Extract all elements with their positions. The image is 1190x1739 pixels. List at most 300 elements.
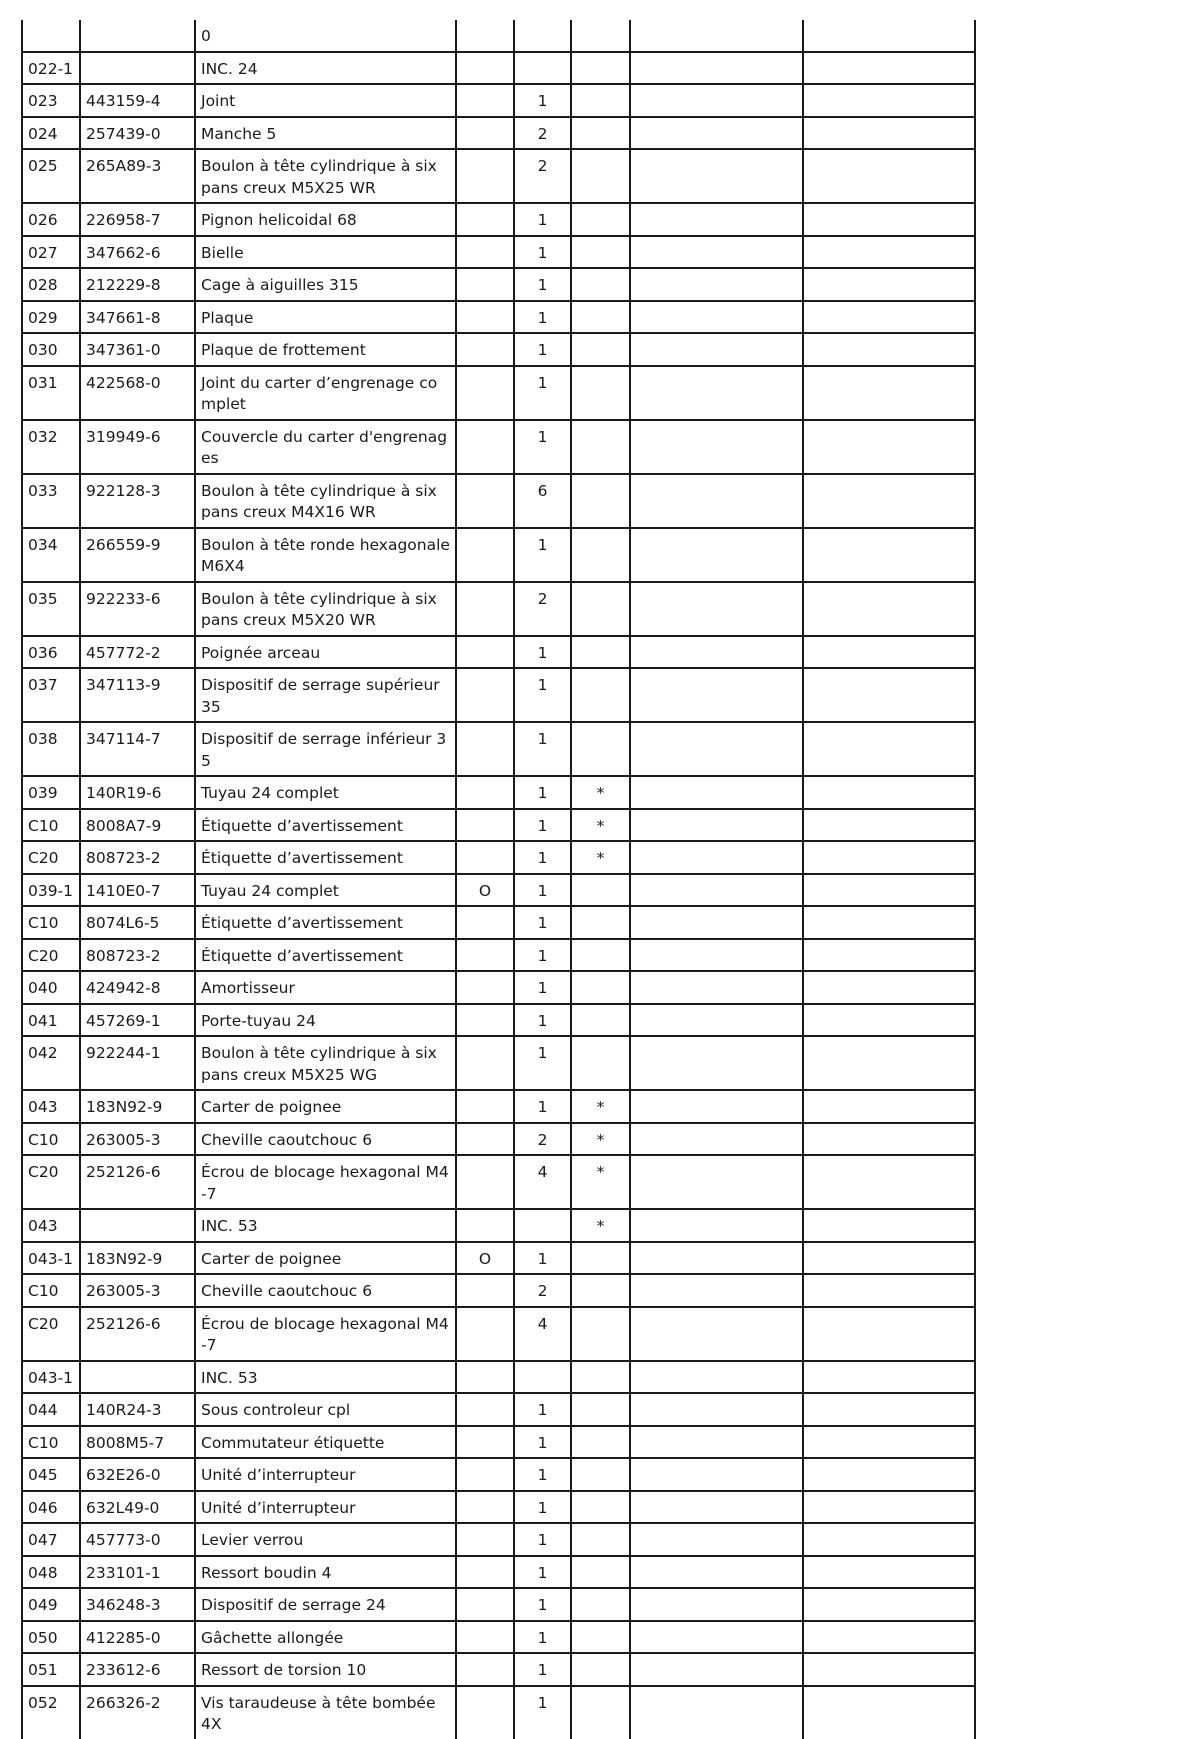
quantity-cell: 1 xyxy=(514,809,571,842)
empty-cell xyxy=(630,841,803,874)
empty-cell xyxy=(630,1653,803,1686)
quantity-cell: 1 xyxy=(514,1556,571,1589)
note-mark-cell xyxy=(571,1556,630,1589)
empty-cell xyxy=(803,1123,975,1156)
empty-cell xyxy=(803,149,975,203)
empty-cell xyxy=(803,236,975,269)
item-number-cell: C20 xyxy=(22,1155,80,1209)
item-number-cell: 049 xyxy=(22,1588,80,1621)
option-cell xyxy=(456,301,514,334)
note-mark-cell: * xyxy=(571,809,630,842)
item-number-cell: 027 xyxy=(22,236,80,269)
empty-cell xyxy=(630,149,803,203)
item-number-cell: 025 xyxy=(22,149,80,203)
empty-cell xyxy=(803,20,975,52)
option-cell xyxy=(456,203,514,236)
table-row xyxy=(22,1621,975,1654)
empty-cell xyxy=(803,1556,975,1589)
description-cell: Joint du carter d’engrenage complet xyxy=(195,366,456,420)
table-row xyxy=(22,1588,975,1621)
option-cell xyxy=(456,1036,514,1090)
description-cell: Unité d’interrupteur xyxy=(195,1458,456,1491)
empty-cell xyxy=(803,1621,975,1654)
table-row xyxy=(22,1155,975,1209)
option-cell xyxy=(456,420,514,474)
empty-cell xyxy=(803,971,975,1004)
item-number-cell: 052 xyxy=(22,1686,80,1739)
empty-cell xyxy=(630,1274,803,1307)
note-mark-cell xyxy=(571,117,630,150)
table-row xyxy=(22,906,975,939)
description-cell: Plaque xyxy=(195,301,456,334)
empty-cell xyxy=(630,1361,803,1394)
option-cell xyxy=(456,1123,514,1156)
empty-cell xyxy=(803,117,975,150)
empty-cell xyxy=(630,1090,803,1123)
table-row xyxy=(22,420,975,474)
empty-cell xyxy=(630,236,803,269)
item-number-cell: 044 xyxy=(22,1393,80,1426)
empty-cell xyxy=(803,906,975,939)
table-row xyxy=(22,636,975,669)
table-row xyxy=(22,301,975,334)
empty-cell xyxy=(630,1458,803,1491)
quantity-cell: 2 xyxy=(514,1274,571,1307)
empty-cell xyxy=(630,1209,803,1242)
quantity-cell: 1 xyxy=(514,1458,571,1491)
empty-cell xyxy=(630,117,803,150)
description-cell: Ressort de torsion 10 xyxy=(195,1653,456,1686)
option-cell xyxy=(456,1155,514,1209)
option-cell xyxy=(456,809,514,842)
item-number-cell: 035 xyxy=(22,582,80,636)
description-cell: Cheville caoutchouc 6 xyxy=(195,1123,456,1156)
option-cell xyxy=(456,636,514,669)
description-cell: Couvercle du carter d'engrenages xyxy=(195,420,456,474)
description-cell: Amortisseur xyxy=(195,971,456,1004)
part-code-cell: 347661-8 xyxy=(80,301,195,334)
table-row xyxy=(22,528,975,582)
empty-cell xyxy=(630,1621,803,1654)
note-mark-cell xyxy=(571,1307,630,1361)
empty-cell xyxy=(630,776,803,809)
empty-cell xyxy=(630,971,803,1004)
option-cell xyxy=(456,52,514,85)
part-code-cell: 346248-3 xyxy=(80,1588,195,1621)
option-cell xyxy=(456,1621,514,1654)
option-cell xyxy=(456,474,514,528)
empty-cell xyxy=(630,1588,803,1621)
empty-cell xyxy=(630,1426,803,1459)
part-code-cell xyxy=(80,20,195,52)
empty-cell xyxy=(803,668,975,722)
item-number-cell: 046 xyxy=(22,1491,80,1524)
note-mark-cell xyxy=(571,1004,630,1037)
empty-cell xyxy=(803,722,975,776)
option-cell xyxy=(456,1426,514,1459)
quantity-cell: 1 xyxy=(514,874,571,907)
option-cell xyxy=(456,939,514,972)
part-code-cell: 263005-3 xyxy=(80,1123,195,1156)
empty-cell xyxy=(630,333,803,366)
table-row xyxy=(22,1361,975,1394)
quantity-cell: 6 xyxy=(514,474,571,528)
table-row xyxy=(22,1556,975,1589)
quantity-cell xyxy=(514,1361,571,1394)
empty-cell xyxy=(803,582,975,636)
note-mark-cell: * xyxy=(571,841,630,874)
empty-cell xyxy=(630,722,803,776)
quantity-cell: 1 xyxy=(514,236,571,269)
option-cell xyxy=(456,582,514,636)
option-cell xyxy=(456,971,514,1004)
description-cell: Dispositif de serrage supérieur 35 xyxy=(195,668,456,722)
table-row xyxy=(22,474,975,528)
item-number-cell: 039-1 xyxy=(22,874,80,907)
empty-cell xyxy=(630,1686,803,1739)
description-cell: Carter de poignee xyxy=(195,1242,456,1275)
table-row xyxy=(22,236,975,269)
empty-cell xyxy=(803,268,975,301)
item-number-cell xyxy=(22,20,80,52)
part-code-cell: 8008M5-7 xyxy=(80,1426,195,1459)
table-row xyxy=(22,84,975,117)
part-code-cell: 808723-2 xyxy=(80,841,195,874)
empty-cell xyxy=(630,582,803,636)
part-code-cell: 443159-4 xyxy=(80,84,195,117)
table-row xyxy=(22,1090,975,1123)
part-code-cell: 632E26-0 xyxy=(80,1458,195,1491)
quantity-cell: 1 xyxy=(514,366,571,420)
empty-cell xyxy=(803,841,975,874)
description-cell: Poignée arceau xyxy=(195,636,456,669)
quantity-cell xyxy=(514,52,571,85)
empty-cell xyxy=(803,366,975,420)
empty-cell xyxy=(630,906,803,939)
quantity-cell: 1 xyxy=(514,1242,571,1275)
empty-cell xyxy=(803,1686,975,1739)
empty-cell xyxy=(803,333,975,366)
part-code-cell: 226958-7 xyxy=(80,203,195,236)
table-row xyxy=(22,1274,975,1307)
empty-cell xyxy=(803,528,975,582)
option-cell xyxy=(456,528,514,582)
note-mark-cell xyxy=(571,1242,630,1275)
part-code-cell: 8074L6-5 xyxy=(80,906,195,939)
empty-cell xyxy=(803,301,975,334)
quantity-cell: 1 xyxy=(514,668,571,722)
table-row xyxy=(22,809,975,842)
part-code-cell: 183N92-9 xyxy=(80,1090,195,1123)
table-row xyxy=(22,1458,975,1491)
note-mark-cell xyxy=(571,366,630,420)
option-cell xyxy=(456,1209,514,1242)
item-number-cell: C20 xyxy=(22,841,80,874)
item-number-cell: 039 xyxy=(22,776,80,809)
quantity-cell: 1 xyxy=(514,939,571,972)
note-mark-cell xyxy=(571,1458,630,1491)
item-number-cell: 029 xyxy=(22,301,80,334)
note-mark-cell xyxy=(571,668,630,722)
description-cell: INC. 53 xyxy=(195,1209,456,1242)
quantity-cell: 2 xyxy=(514,149,571,203)
table-row xyxy=(22,149,975,203)
option-cell xyxy=(456,20,514,52)
table-row xyxy=(22,1123,975,1156)
option-cell xyxy=(456,1274,514,1307)
part-code-cell: 252126-6 xyxy=(80,1307,195,1361)
empty-cell xyxy=(630,1523,803,1556)
table-row xyxy=(22,1307,975,1361)
item-number-cell: 036 xyxy=(22,636,80,669)
description-cell: Ressort boudin 4 xyxy=(195,1556,456,1589)
empty-cell xyxy=(803,1588,975,1621)
note-mark-cell xyxy=(571,636,630,669)
table-row xyxy=(22,52,975,85)
item-number-cell: 028 xyxy=(22,268,80,301)
description-cell: Tuyau 24 complet xyxy=(195,776,456,809)
part-code-cell: 922128-3 xyxy=(80,474,195,528)
part-code-cell: 183N92-9 xyxy=(80,1242,195,1275)
item-number-cell: C20 xyxy=(22,939,80,972)
part-code-cell xyxy=(80,1209,195,1242)
quantity-cell: 1 xyxy=(514,333,571,366)
part-code-cell: 457773-0 xyxy=(80,1523,195,1556)
empty-cell xyxy=(630,301,803,334)
note-mark-cell: * xyxy=(571,1209,630,1242)
part-code-cell: 140R19-6 xyxy=(80,776,195,809)
option-cell xyxy=(456,1361,514,1394)
empty-cell xyxy=(803,203,975,236)
item-number-cell: 040 xyxy=(22,971,80,1004)
description-cell: Étiquette d’avertissement xyxy=(195,906,456,939)
note-mark-cell xyxy=(571,1274,630,1307)
option-cell xyxy=(456,841,514,874)
empty-cell xyxy=(630,1036,803,1090)
table-row xyxy=(22,874,975,907)
description-cell: Commutateur étiquette xyxy=(195,1426,456,1459)
empty-cell xyxy=(803,1393,975,1426)
option-cell xyxy=(456,722,514,776)
empty-cell xyxy=(630,1242,803,1275)
quantity-cell: 1 xyxy=(514,1393,571,1426)
table-row xyxy=(22,1036,975,1090)
table-row xyxy=(22,203,975,236)
table-row xyxy=(22,776,975,809)
option-cell xyxy=(456,668,514,722)
part-code-cell: 347361-0 xyxy=(80,333,195,366)
option-cell xyxy=(456,333,514,366)
table-row xyxy=(22,971,975,1004)
item-number-cell: 026 xyxy=(22,203,80,236)
description-cell: Boulon à tête ronde hexagonale M6X4 xyxy=(195,528,456,582)
quantity-cell: 1 xyxy=(514,268,571,301)
table-row xyxy=(22,1523,975,1556)
quantity-cell: 1 xyxy=(514,203,571,236)
quantity-cell: 1 xyxy=(514,1523,571,1556)
item-number-cell: C20 xyxy=(22,1307,80,1361)
empty-cell xyxy=(630,1307,803,1361)
item-number-cell: 043 xyxy=(22,1209,80,1242)
description-cell: Boulon à tête cylindrique à six pans creux M5X25 WR xyxy=(195,149,456,203)
description-cell: Plaque de frottement xyxy=(195,333,456,366)
description-cell: Levier verrou xyxy=(195,1523,456,1556)
description-cell: Étiquette d’avertissement xyxy=(195,939,456,972)
quantity-cell: 2 xyxy=(514,1123,571,1156)
note-mark-cell xyxy=(571,1361,630,1394)
quantity-cell: 1 xyxy=(514,1426,571,1459)
empty-cell xyxy=(803,1523,975,1556)
table-row xyxy=(22,1686,975,1739)
item-number-cell: C10 xyxy=(22,809,80,842)
note-mark-cell xyxy=(571,1036,630,1090)
quantity-cell: 2 xyxy=(514,117,571,150)
option-cell xyxy=(456,1090,514,1123)
quantity-cell: 1 xyxy=(514,722,571,776)
option-cell: O xyxy=(456,1242,514,1275)
quantity-cell: 1 xyxy=(514,1090,571,1123)
empty-cell xyxy=(630,939,803,972)
note-mark-cell xyxy=(571,1653,630,1686)
quantity-cell: 1 xyxy=(514,971,571,1004)
empty-cell xyxy=(630,474,803,528)
table-row xyxy=(22,1426,975,1459)
item-number-cell: C10 xyxy=(22,1274,80,1307)
empty-cell xyxy=(630,268,803,301)
note-mark-cell xyxy=(571,1588,630,1621)
item-number-cell: 022-1 xyxy=(22,52,80,85)
empty-cell xyxy=(630,52,803,85)
table-row xyxy=(22,582,975,636)
empty-cell xyxy=(803,1458,975,1491)
table-row xyxy=(22,1242,975,1275)
part-code-cell: 1410E0-7 xyxy=(80,874,195,907)
quantity-cell xyxy=(514,20,571,52)
option-cell xyxy=(456,1556,514,1589)
quantity-cell: 1 xyxy=(514,636,571,669)
description-cell: INC. 53 xyxy=(195,1361,456,1394)
table-row xyxy=(22,939,975,972)
note-mark-cell xyxy=(571,1426,630,1459)
item-number-cell: 048 xyxy=(22,1556,80,1589)
description-cell: Joint xyxy=(195,84,456,117)
empty-cell xyxy=(630,84,803,117)
empty-cell xyxy=(803,1307,975,1361)
quantity-cell: 1 xyxy=(514,420,571,474)
empty-cell xyxy=(630,528,803,582)
part-code-cell: 412285-0 xyxy=(80,1621,195,1654)
option-cell xyxy=(456,1004,514,1037)
description-cell: 0 xyxy=(195,20,456,52)
parts-table-body xyxy=(22,20,975,1739)
option-cell xyxy=(456,1686,514,1739)
part-code-cell: 257439-0 xyxy=(80,117,195,150)
empty-cell xyxy=(630,203,803,236)
item-number-cell: 041 xyxy=(22,1004,80,1037)
quantity-cell: 1 xyxy=(514,1653,571,1686)
quantity-cell: 1 xyxy=(514,84,571,117)
part-code-cell: 424942-8 xyxy=(80,971,195,1004)
part-code-cell: 233101-1 xyxy=(80,1556,195,1589)
empty-cell xyxy=(630,874,803,907)
empty-cell xyxy=(630,668,803,722)
note-mark-cell xyxy=(571,722,630,776)
note-mark-cell xyxy=(571,420,630,474)
empty-cell xyxy=(803,474,975,528)
table-row xyxy=(22,1209,975,1242)
empty-cell xyxy=(803,1004,975,1037)
note-mark-cell xyxy=(571,1393,630,1426)
option-cell xyxy=(456,149,514,203)
note-mark-cell xyxy=(571,1491,630,1524)
part-code-cell: 422568-0 xyxy=(80,366,195,420)
empty-cell xyxy=(803,420,975,474)
option-cell xyxy=(456,1523,514,1556)
part-code-cell: 8008A7-9 xyxy=(80,809,195,842)
part-code-cell: 632L49-0 xyxy=(80,1491,195,1524)
note-mark-cell xyxy=(571,301,630,334)
description-cell: Dispositif de serrage 24 xyxy=(195,1588,456,1621)
item-number-cell: C10 xyxy=(22,1426,80,1459)
item-number-cell: 042 xyxy=(22,1036,80,1090)
empty-cell xyxy=(630,1393,803,1426)
part-code-cell: 140R24-3 xyxy=(80,1393,195,1426)
option-cell xyxy=(456,1458,514,1491)
part-code-cell: 347113-9 xyxy=(80,668,195,722)
quantity-cell: 1 xyxy=(514,1004,571,1037)
quantity-cell: 1 xyxy=(514,841,571,874)
quantity-cell: 1 xyxy=(514,1491,571,1524)
empty-cell xyxy=(803,776,975,809)
quantity-cell: 4 xyxy=(514,1155,571,1209)
item-number-cell: 047 xyxy=(22,1523,80,1556)
item-number-cell: 043 xyxy=(22,1090,80,1123)
description-cell: Boulon à tête cylindrique à six pans creux M4X16 WR xyxy=(195,474,456,528)
part-code-cell: 319949-6 xyxy=(80,420,195,474)
empty-cell xyxy=(803,1491,975,1524)
note-mark-cell: * xyxy=(571,1123,630,1156)
description-cell: Étiquette d’avertissement xyxy=(195,809,456,842)
table-row xyxy=(22,333,975,366)
quantity-cell: 1 xyxy=(514,528,571,582)
part-code-cell: 263005-3 xyxy=(80,1274,195,1307)
note-mark-cell xyxy=(571,528,630,582)
note-mark-cell xyxy=(571,1621,630,1654)
empty-cell xyxy=(630,1123,803,1156)
part-code-cell: 212229-8 xyxy=(80,268,195,301)
table-row xyxy=(22,841,975,874)
empty-cell xyxy=(803,84,975,117)
item-number-cell: 031 xyxy=(22,366,80,420)
option-cell xyxy=(456,1653,514,1686)
empty-cell xyxy=(803,939,975,972)
parts-table xyxy=(21,20,976,1739)
description-cell: Boulon à tête cylindrique à six pans creux M5X20 WR xyxy=(195,582,456,636)
note-mark-cell xyxy=(571,149,630,203)
empty-cell xyxy=(803,1155,975,1209)
empty-cell xyxy=(803,1426,975,1459)
part-code-cell xyxy=(80,52,195,85)
item-number-cell: C10 xyxy=(22,1123,80,1156)
note-mark-cell xyxy=(571,939,630,972)
empty-cell xyxy=(803,1361,975,1394)
quantity-cell: 1 xyxy=(514,1036,571,1090)
part-code-cell: 347662-6 xyxy=(80,236,195,269)
option-cell xyxy=(456,776,514,809)
description-cell: Écrou de blocage hexagonal M4-7 xyxy=(195,1155,456,1209)
part-code-cell: 347114-7 xyxy=(80,722,195,776)
empty-cell xyxy=(630,636,803,669)
